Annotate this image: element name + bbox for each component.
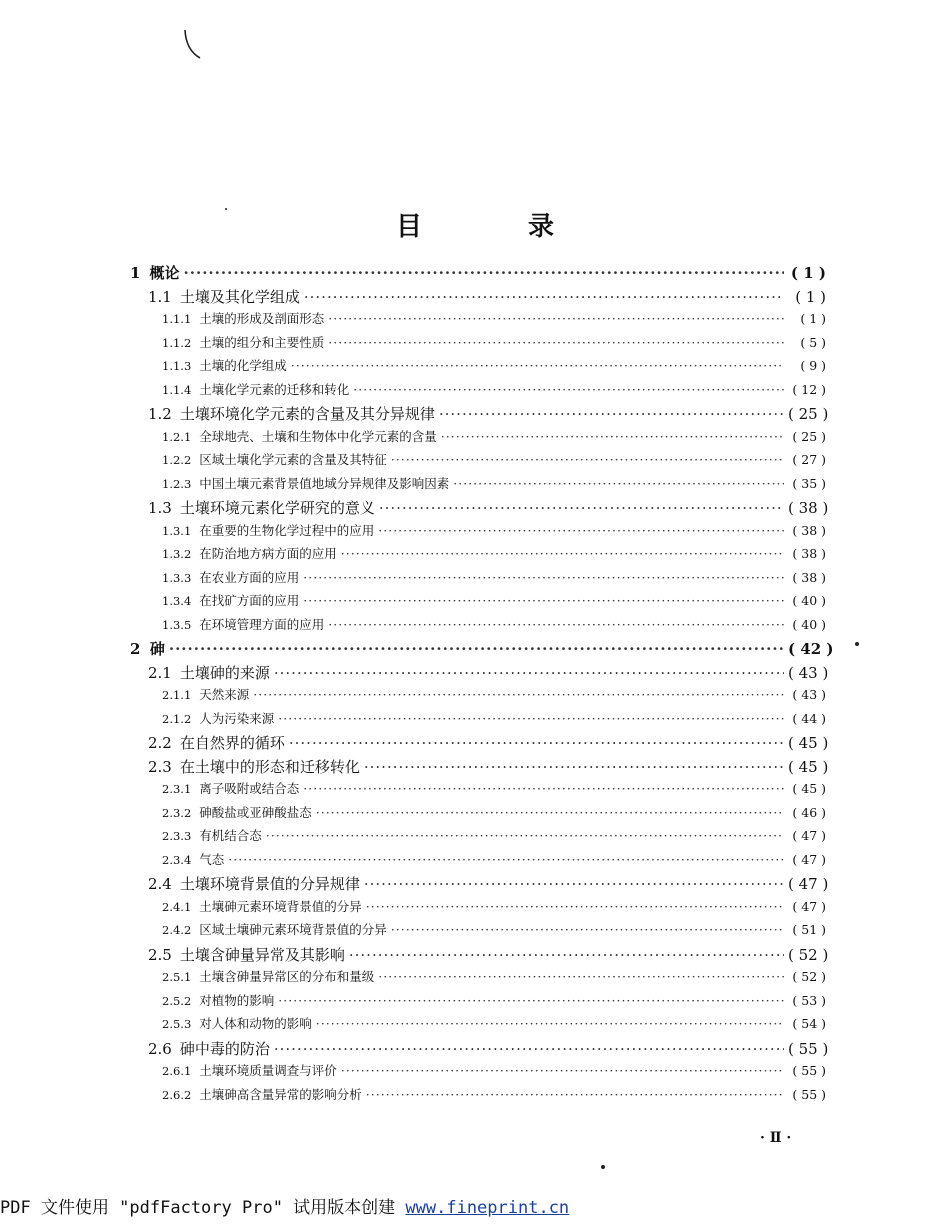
toc-entry-level3 [162, 920, 826, 938]
toc-entry-title: 土壤砷高含量异常的影响分析 [199, 1086, 362, 1102]
toc-leader-dots [304, 288, 784, 306]
toc-entry-number: 2.5.2 [162, 993, 192, 1008]
toc-entry-level3 [162, 380, 826, 398]
toc-entry-level3 [162, 850, 826, 868]
toc-entry-page: ( 38 ) [792, 569, 826, 585]
toc-leader-dots [274, 664, 784, 682]
toc-entry-level3 [162, 427, 826, 445]
toc-entry-number: 2.3.4 [162, 852, 192, 867]
toc-entry-number: 2.4 [148, 875, 172, 893]
toc-entry-level3 [162, 591, 826, 609]
toc-entry-page: ( 55 ) [788, 1039, 829, 1058]
toc-leader-dots [391, 452, 784, 467]
toc-entry-title: 在重要的生物化学过程中的应用 [199, 522, 375, 538]
toc-entry-level2 [148, 1038, 829, 1059]
toc-leader-dots [328, 617, 784, 632]
toc-entry-number: 2.5 [148, 945, 172, 964]
toc-leader-dots [228, 852, 784, 867]
toc-leader-dots [303, 781, 784, 796]
toc-entry-number: 2.5.3 [162, 1017, 192, 1031]
toc-entry-title: 土壤环境元素化学研究的意义 [179, 499, 375, 517]
toc-entry-page: ( 47 ) [792, 828, 826, 843]
toc-entry-page: ( 38 ) [788, 499, 829, 517]
toc-entry-title: 离子吸附或结合态 [199, 781, 300, 796]
footer-link[interactable]: www.fineprint.cn [405, 1198, 570, 1218]
toc-entry-page: ( 35 ) [792, 475, 826, 491]
toc-leader-dots [253, 687, 784, 702]
toc-entry-number: 1.1.4 [162, 382, 192, 397]
toc-entry-level3 [162, 333, 826, 351]
toc-entry-number: 1.2 [148, 405, 172, 423]
toc-entry-level2 [148, 286, 826, 307]
toc-entry-title: 对植物的影响 [199, 992, 275, 1008]
toc-leader-dots [278, 711, 784, 726]
toc-entry-page: ( 40 ) [792, 593, 826, 608]
toc-entry-level3 [162, 1061, 826, 1079]
toc-entry-level3 [162, 685, 826, 703]
toc-entry-title: 全球地壳、土壤和生物体中化学元素的含量 [199, 428, 437, 444]
toc-entry-level3 [162, 991, 826, 1009]
toc-entry-title: 在环境管理方面的应用 [199, 616, 325, 632]
toc-entry-title: 土壤环境化学元素的含量及其分异规律 [179, 405, 435, 423]
toc-entry-page: ( 25 ) [792, 428, 826, 444]
toc-entry-number: 2.3.2 [162, 805, 192, 820]
toc-entry-page: ( 47 ) [792, 851, 826, 867]
toc-entry-title: 在自然界的循环 [179, 734, 285, 752]
toc-entry-level3 [162, 826, 826, 844]
toc-entry-level2 [148, 662, 829, 683]
toc-leader-dots [328, 311, 784, 326]
toc-entry-level3 [162, 1014, 826, 1032]
toc-entry-level3 [162, 309, 826, 327]
toc-entry-level3 [162, 615, 826, 633]
toc-entry-number: 2.5.1 [162, 970, 192, 984]
toc-leader-dots [349, 946, 784, 964]
toc-entry-page: ( 5 ) [800, 334, 826, 350]
toc-entry-page: ( 51 ) [792, 922, 826, 937]
toc-entry-number: 2.3 [148, 757, 172, 776]
toc-entry-page: ( 46 ) [792, 804, 826, 820]
toc-entry-page: ( 47 ) [788, 875, 829, 893]
page-title: 目 录 [395, 212, 594, 242]
toc-entry-title: 土壤的形成及剖面形态 [199, 311, 325, 326]
toc-entry-number: 2.2 [148, 734, 172, 752]
toc-leader-dots [439, 405, 784, 423]
toc-entry-level3 [162, 356, 826, 374]
toc-entry-page: ( 52 ) [792, 969, 826, 984]
toc-leader-dots [184, 264, 784, 282]
toc-entry-page: ( 1 ) [795, 287, 826, 306]
toc-entry-number: 1.2.3 [162, 476, 192, 491]
toc-leader-dots [378, 969, 784, 984]
toc-entry-title: 土壤的化学组成 [199, 358, 287, 373]
toc-entry-number: 1.3.1 [162, 523, 192, 538]
toc-entry-page: ( 45 ) [788, 757, 829, 776]
toc-leader-dots [453, 476, 784, 491]
toc-entry-page: ( 45 ) [788, 734, 829, 752]
toc-entry-title: 砷中毒的防治 [179, 1039, 270, 1058]
toc-entry-page: ( 43 ) [792, 687, 826, 702]
toc-entry-page: ( 52 ) [788, 945, 829, 964]
toc-entry-level3 [162, 779, 826, 797]
toc-entry-title: 砷酸盐或亚砷酸盐态 [199, 804, 312, 820]
toc-entry-page: ( 38 ) [792, 546, 826, 561]
toc-leader-dots [366, 899, 784, 914]
toc-entry-page: ( 9 ) [800, 358, 826, 373]
toc-leader-dots [341, 1063, 784, 1078]
toc-leader-dots [289, 734, 784, 752]
toc-entry-number: 2.1 [148, 663, 172, 682]
toc-entry-title: 区域土壤砷元素环境背景值的分异 [199, 922, 387, 937]
toc-entry-level3 [162, 803, 826, 821]
toc-entry-level2 [148, 944, 829, 965]
toc-leader-dots [364, 758, 784, 776]
toc-leader-dots [303, 570, 784, 585]
toc-entry-level2 [148, 403, 829, 424]
toc-entry-title: 土壤环境背景值的分异规律 [179, 875, 360, 893]
toc-entry-title: 土壤及其化学组成 [179, 287, 300, 306]
toc-entry-page: ( 47 ) [792, 898, 826, 914]
toc-leader-dots [291, 358, 784, 373]
toc-entry-level3 [162, 450, 826, 468]
toc-leader-dots [366, 1087, 784, 1102]
toc-entry-number: 1.1.1 [162, 312, 192, 326]
toc-entry-number: 1.3.4 [162, 594, 192, 608]
toc-leader-dots [266, 828, 784, 843]
toc-entry-page: ( 38 ) [792, 522, 826, 538]
toc-entry-title: 中国土壤元素背景值地域分异规律及影响因素 [199, 475, 450, 491]
toc-entry-level2 [148, 497, 829, 518]
toc-entry-title: 有机结合态 [199, 828, 262, 843]
toc-leader-dots [278, 993, 784, 1008]
toc-entry-number: 1.2.2 [162, 453, 192, 467]
toc-entry-title: 人为污染来源 [199, 710, 275, 726]
toc-entry-number: 1.3.3 [162, 570, 192, 585]
scan-speck [855, 642, 859, 646]
toc-entry-level3 [162, 544, 826, 562]
toc-entry-title: 对人体和动物的影响 [199, 1016, 312, 1031]
toc-entry-number: 1.2.1 [162, 429, 192, 444]
toc-entry-level1 [130, 262, 826, 283]
toc-leader-dots [364, 875, 784, 893]
toc-entry-level1 [130, 638, 834, 659]
toc-entry-level3 [162, 897, 826, 915]
toc-entry-number: 2.6.2 [162, 1087, 192, 1102]
toc-entry-number: 2 [130, 640, 141, 658]
toc-leader-dots [391, 922, 784, 937]
toc-leader-dots [303, 593, 784, 608]
toc-entry-title: 土壤环境质量调查与评价 [199, 1063, 337, 1078]
scan-speck [601, 1165, 605, 1169]
toc-entry-title: 土壤砷的来源 [179, 663, 270, 682]
toc-entry-title: 土壤的组分和主要性质 [199, 334, 325, 350]
toc-entry-title: 在土壤中的形态和迁移转化 [179, 757, 360, 776]
toc-entry-page: ( 40 ) [792, 616, 826, 632]
toc-entry-title: 在防治地方病方面的应用 [199, 546, 337, 561]
toc-entry-level2 [148, 873, 829, 894]
toc-entry-number: 1.1 [148, 287, 172, 306]
toc-entry-page: ( 53 ) [792, 992, 826, 1008]
toc-entry-number: 1.1.3 [162, 359, 192, 373]
toc-entry-level2 [148, 732, 829, 753]
toc-entry-level3 [162, 521, 826, 539]
toc-entry-title: 概论 [149, 264, 180, 282]
toc-entry-page: ( 55 ) [792, 1086, 826, 1102]
toc-entry-page: ( 42 ) [788, 640, 834, 658]
toc-entry-title: 土壤化学元素的迁移和转化 [199, 381, 350, 397]
toc-entry-level3 [162, 1085, 826, 1103]
toc-entry-number: 2.4.2 [162, 923, 192, 937]
toc-leader-dots [441, 429, 784, 444]
toc-entry-number: 2.1.2 [162, 711, 192, 726]
toc-leader-dots [341, 546, 784, 561]
toc-entry-level3 [162, 474, 826, 492]
toc-entry-page: ( 1 ) [800, 311, 826, 326]
toc-entry-title: 在找矿方面的应用 [199, 593, 300, 608]
toc-entry-title: 在农业方面的应用 [199, 569, 300, 585]
toc-entry-page: ( 43 ) [788, 663, 829, 682]
toc-entry-number: 1 [130, 264, 141, 282]
toc-entry-title: 土壤含砷量异常及其影响 [179, 945, 345, 964]
toc-entry-number: 2.6 [148, 1039, 172, 1058]
toc-entry-level2 [148, 756, 829, 777]
toc-entry-number: 2.4.1 [162, 899, 192, 914]
toc-leader-dots [353, 382, 784, 397]
toc-entry-page: ( 27 ) [792, 452, 826, 467]
toc-leader-dots [316, 1016, 784, 1031]
toc-entry-level3 [162, 709, 826, 727]
toc-entry-page: ( 55 ) [792, 1063, 826, 1078]
pdf-footer [0, 1193, 569, 1218]
toc-entry-title: 气态 [199, 851, 225, 867]
toc-entry-number: 2.3.1 [162, 782, 192, 796]
toc-leader-dots [169, 640, 784, 658]
toc-entry-number: 1.3 [148, 499, 172, 517]
toc-entry-level3 [162, 568, 826, 586]
toc-entry-page: ( 25 ) [788, 405, 829, 423]
toc-entry-number: 1.3.5 [162, 617, 192, 632]
page-folio: · Ⅱ · [760, 1130, 792, 1146]
toc-entry-page: ( 45 ) [792, 781, 826, 796]
toc-entry-page: ( 12 ) [792, 381, 826, 397]
scan-stroke [180, 28, 210, 62]
toc-entry-number: 2.3.3 [162, 829, 192, 843]
toc-entry-page: ( 54 ) [792, 1016, 826, 1031]
toc-leader-dots [378, 523, 784, 538]
toc-leader-dots [328, 335, 784, 350]
toc-entry-title: 土壤含砷量异常区的分布和量级 [199, 969, 375, 984]
toc-leader-dots [379, 499, 784, 517]
toc-entry-title: 天然来源 [199, 687, 250, 702]
toc-entry-title: 区域土壤化学元素的含量及其特征 [199, 452, 387, 467]
footer-text: PDF 文件使用 "pdfFactory Pro" 试用版本创建 [0, 1198, 406, 1218]
toc-entry-number: 1.3.2 [162, 547, 192, 561]
toc-entry-number: 1.1.2 [162, 335, 192, 350]
toc-entry-title: 土壤砷元素环境背景值的分异 [199, 898, 362, 914]
toc-entry-number: 2.1.1 [162, 688, 192, 702]
toc-leader-dots [316, 805, 784, 820]
toc-leader-dots [274, 1040, 784, 1058]
toc-entry-title: 砷 [149, 640, 165, 658]
toc-entry-level3 [162, 967, 826, 985]
toc-entry-page: ( 1 ) [790, 264, 826, 282]
scan-speck [225, 208, 227, 210]
toc-entry-number: 2.6.1 [162, 1064, 192, 1078]
toc-entry-page: ( 44 ) [792, 710, 826, 726]
